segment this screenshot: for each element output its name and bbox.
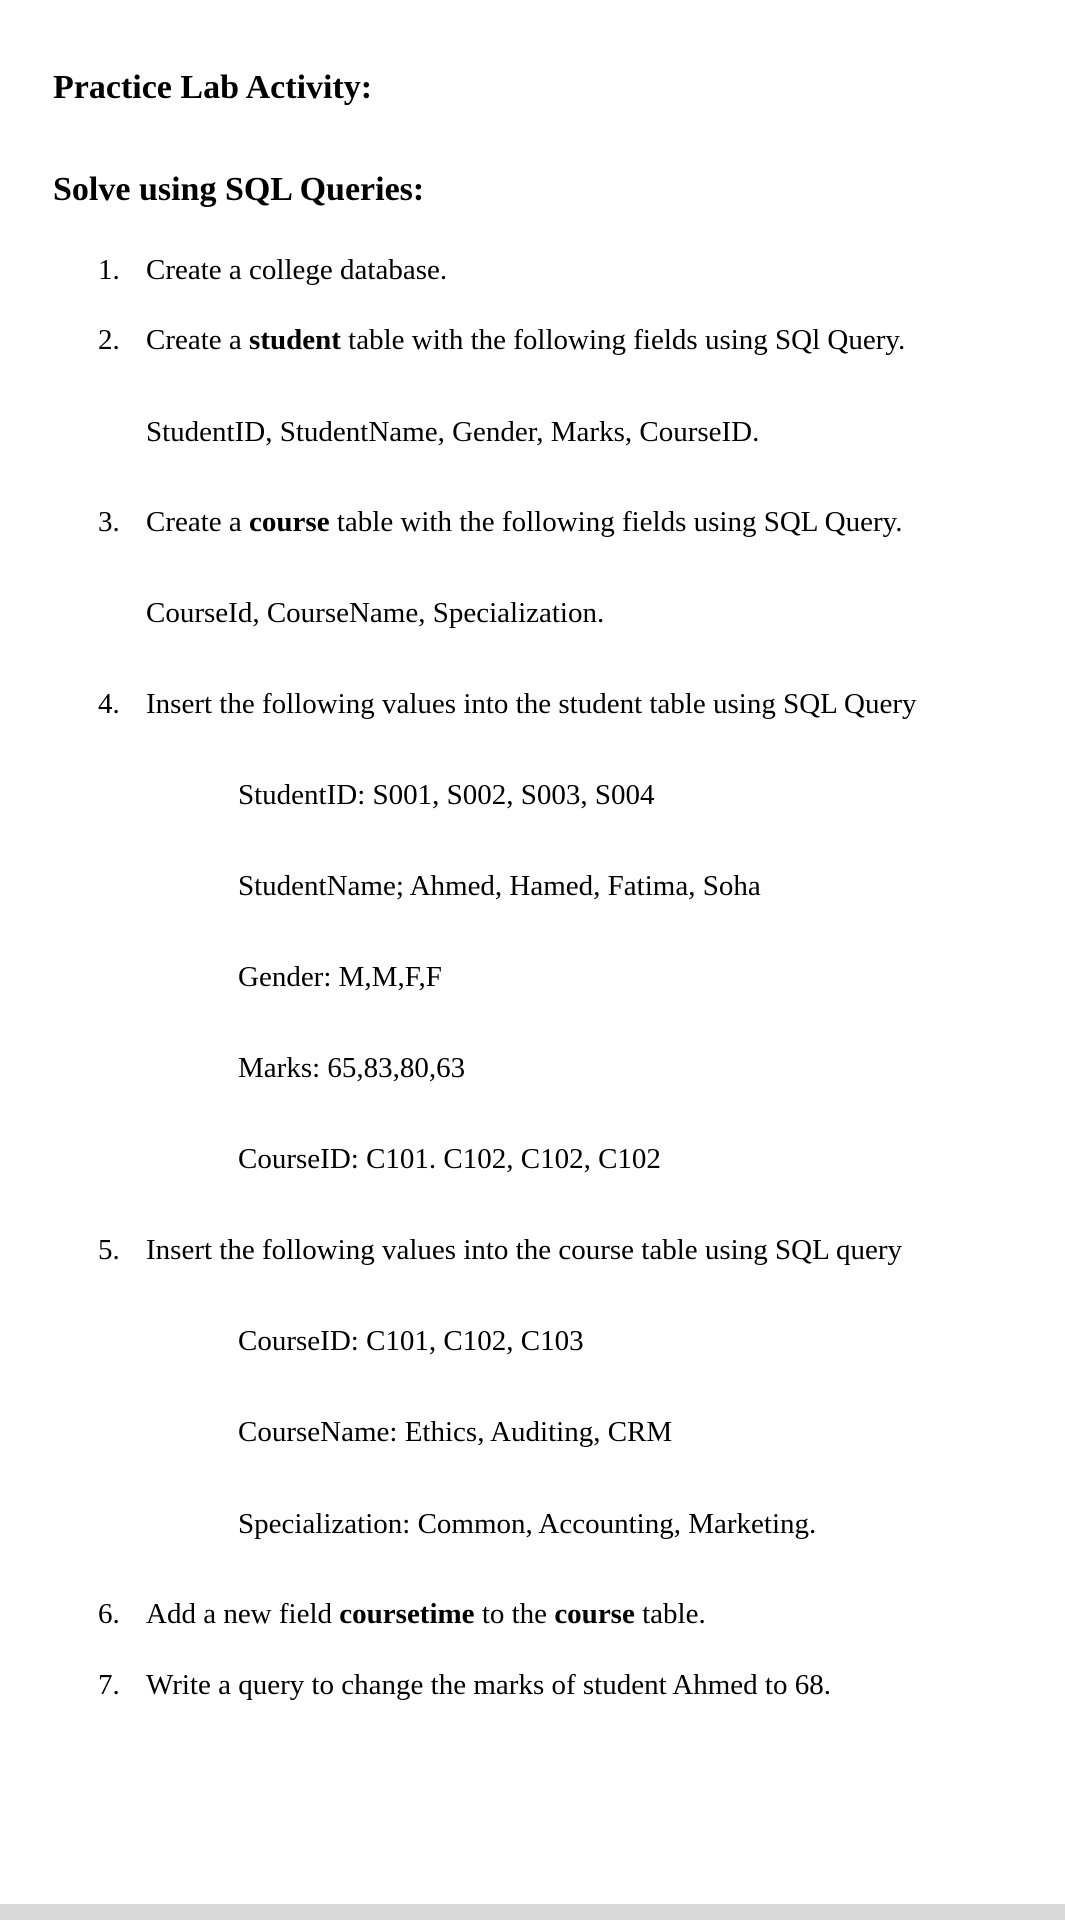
value-line: Gender: M,M,F,F xyxy=(238,961,442,993)
list-number: 6. xyxy=(98,1598,120,1630)
value-line: StudentID: S001, S002, S003, S004 xyxy=(238,779,655,811)
list-item-text: Insert the following values into the student table using SQL Query xyxy=(146,688,917,720)
list-item-text: Create a student table with the following fields using SQl Query. xyxy=(146,324,906,356)
list-item-text: Create a college database. xyxy=(146,254,448,286)
value-line: Specialization: Common, Accounting, Marketing. xyxy=(238,1508,817,1540)
bold-term: student xyxy=(249,324,341,356)
page-title: Practice Lab Activity: xyxy=(53,69,373,106)
list-number: 3. xyxy=(98,506,120,538)
list-item-text: Add a new field coursetime to the course table. xyxy=(146,1598,706,1630)
bottom-scroll-edge xyxy=(0,1904,1065,1920)
value-line: CourseID: C101. C102, C102, C102 xyxy=(238,1143,661,1175)
value-line: Marks: 65,83,80,63 xyxy=(238,1052,466,1084)
list-item-text: Create a course table with the following fields using SQL Query. xyxy=(146,506,903,538)
list-number: 4. xyxy=(98,688,120,720)
list-number: 7. xyxy=(98,1669,120,1701)
course-fields: CourseId, CourseName, Specialization. xyxy=(146,597,605,629)
list-number: 2. xyxy=(98,324,120,356)
bold-term: coursetime xyxy=(339,1598,475,1630)
list-number: 1. xyxy=(98,254,120,286)
list-item-text: Write a query to change the marks of student Ahmed to 68. xyxy=(146,1669,831,1701)
value-line: CourseID: C101, C102, C103 xyxy=(238,1325,584,1357)
bold-term: course xyxy=(554,1598,635,1630)
list-item-text: Insert the following values into the course table using SQL query xyxy=(146,1234,902,1266)
student-fields: StudentID, StudentName, Gender, Marks, CourseID. xyxy=(146,416,760,448)
section-heading: Solve using SQL Queries: xyxy=(53,171,425,208)
list-number: 5. xyxy=(98,1234,120,1266)
value-line: StudentName; Ahmed, Hamed, Fatima, Soha xyxy=(238,870,761,902)
bold-term: course xyxy=(249,506,330,538)
value-line: CourseName: Ethics, Auditing, CRM xyxy=(238,1416,673,1448)
